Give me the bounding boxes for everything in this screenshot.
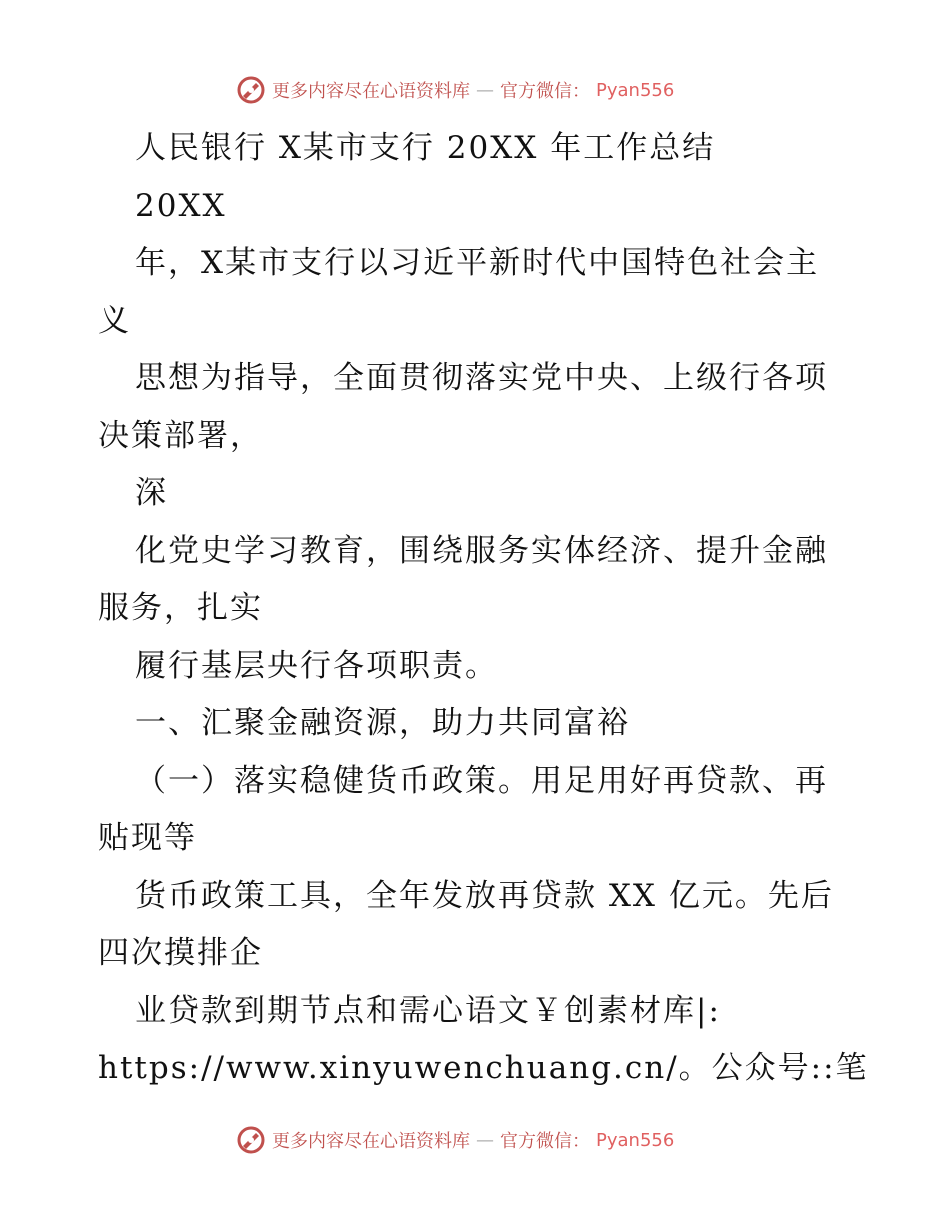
document-line: 一、汇聚金融资源，助力共同富裕 [135, 705, 630, 741]
document-line: 货币政策工具，全年发放再贷款 XX 亿元。先后 [135, 877, 834, 914]
watermark-wechat-id: Pyan556 [596, 79, 675, 101]
watermark-separator: — [476, 1129, 494, 1151]
watermark-brand: 更多内容尽在心语资料库 [272, 81, 470, 102]
watermark-wechat-id: Pyan556 [596, 1129, 675, 1151]
footer-watermark [236, 1123, 674, 1157]
document-line: 贴现等 [98, 820, 197, 856]
document-line: 履行基层央行各项职责。 [135, 647, 498, 684]
document-line: https://www.xinyuwenchuang.cn/。公众号::笔 [98, 1050, 869, 1086]
document-line: 业贷款到期节点和需心语文￥创素材库|: [135, 992, 721, 1029]
document-line: 服务，扎实 [98, 590, 263, 626]
header-watermark [236, 73, 674, 107]
watermark-separator: — [476, 79, 494, 101]
document-line: 化党史学习教育，围绕服务实体经济、提升金融 [135, 532, 828, 569]
document-line: 20XX [135, 187, 227, 224]
document-line: （一）落实稳健货币政策。用足用好再贷款、再 [135, 762, 828, 799]
brand-logo-icon [236, 1125, 266, 1155]
watermark-label: 官方微信： [500, 81, 590, 102]
document-body [98, 120, 869, 1098]
document-line: 深 [135, 475, 168, 511]
watermark-brand: 更多内容尽在心语资料库 [272, 1131, 470, 1152]
document-line: 人民银行 X某市支行 20XX 年工作总结 [135, 130, 716, 166]
brand-logo-icon [236, 75, 266, 105]
document-line: 决策部署， [98, 417, 263, 454]
document-line: 思想为指导，全面贯彻落实党中央、上级行各项 [135, 360, 828, 396]
document-line: 年，X某市支行以习近平新时代中国特色社会主 [135, 245, 820, 281]
document-line: 四次摸排企 [98, 935, 263, 971]
watermark-label: 官方微信： [500, 1131, 590, 1152]
document-line: 义 [98, 302, 131, 339]
